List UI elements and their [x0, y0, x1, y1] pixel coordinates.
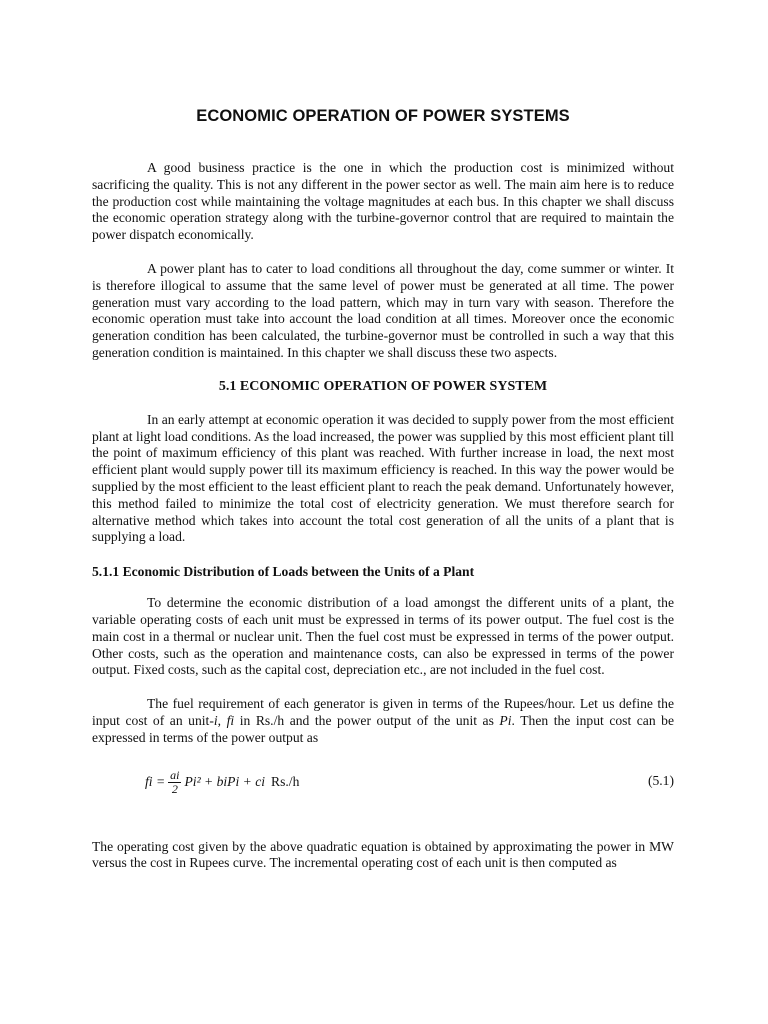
variable-pi: Pi [499, 712, 512, 728]
variable-fi: fi [226, 712, 235, 728]
section-heading: 5.1 ECONOMIC OPERATION OF POWER SYSTEM [218, 378, 548, 394]
subsection-heading: 5.1.1 Economic Distribution of Loads between the Units of a Plant [92, 564, 475, 580]
intro-paragraph-1: A good business practice is the one in which the production cost is minimized without sacrificing the quality. This is not any different in the power sector as well. The main aim here is to reduce the production cost while maintaining the voltage magnitudes at each bus. In this chapter we shall discuss the economic operation strategy along with the turbine-governor control that are required to maintain the power dispatch economically. [92, 160, 674, 243]
fraction-numerator: ai [170, 767, 180, 782]
equation-5-1 [92, 763, 674, 809]
subsection-paragraph-1: To determine the economic distribution of a load amongst the different units of a plant, the variable operating costs of each unit must be expressed in terms of its power output. The fuel cost is the main cost in a thermal or nuclear unit. Then the fuel cost must be expressed in terms of the power output. Other costs, such as the operation and maintenance costs, can also be expressed in terms of the power output. Fixed costs, such as the capital cost, depreciation etc., are not included in the fuel cost. [92, 595, 674, 678]
paragraph-text: , [217, 712, 227, 728]
section-paragraph: In an early attempt at economic operation it was decided to supply power from the most efficient plant at light load conditions. As the load increased, the power was supplied by this most efficient plant till the point of maximum efficiency of this plant was reached. With further increase in load, the next most efficient plant would supply power till its maximum efficiency is reached. In this way the power would be supplied by the most efficient to the least efficient plant to reach the peak demand. Unfortunately however, this method failed to minimize the total cost of electricity generation. We must therefore search for alternative method which takes into account the total cost generation of all the units of a plant that is supplying a load. [92, 411, 674, 545]
subsection-paragraph-2 [92, 696, 674, 746]
intro-paragraph-2: A power plant has to cater to load conditions all throughout the day, come summer or winter. It is therefore illogical to assume that the same level of power must be generated at all time. The power generation must vary according to the load pattern, which may in turn vary with season. Therefore the economic operation must take into account the load condition at all times. Moreover once the economic generation condition has been calculated, the turbine-governor must be controlled in such a way that this generation condition is maintained. In this chapter we shall discuss these two aspects. [92, 260, 674, 360]
equation-lhs: fi = [145, 774, 166, 790]
paragraph-text: . Then the input cost can be expressed in terms of the power output as [92, 712, 675, 745]
fraction-denominator: 2 [171, 781, 178, 796]
equation-formula [145, 769, 299, 796]
equation-rhs: Pi² + biPi + ci [184, 774, 266, 790]
document-title: ECONOMIC OPERATION OF POWER SYSTEMS [196, 107, 570, 125]
equation-number: (5.1) [647, 772, 674, 788]
subsection-paragraph-3: The operating cost given by the above quadratic equation is obtained by approximating the power in MW versus the cost in Rupees curve. The incremental operating cost of each unit is then computed as [92, 838, 674, 871]
equation-unit: Rs./h [271, 774, 300, 790]
variable-i: i [213, 712, 218, 728]
paragraph-text: in Rs./h and the power output of the unit as [234, 712, 500, 728]
equation-fraction [168, 769, 181, 796]
paragraph-text: The fuel requirement of each generator is given in terms of the Rupees/hour. Let us define the input cost of an unit- [92, 696, 674, 728]
